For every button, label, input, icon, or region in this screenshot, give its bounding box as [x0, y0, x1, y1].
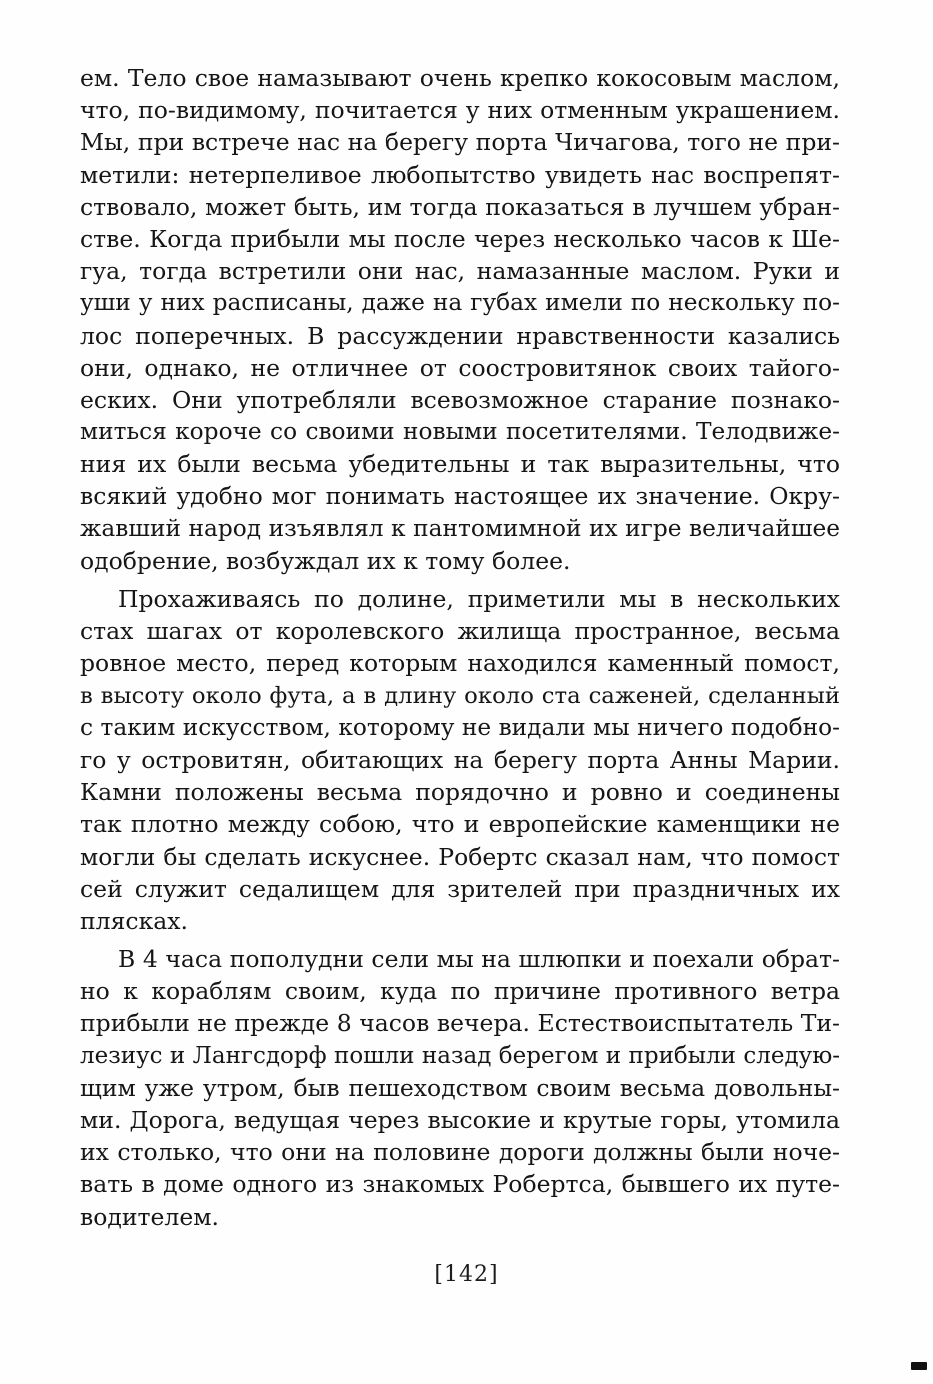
body-text [80, 62, 840, 1233]
text-line: в высоту около фута, а в длину около ста саженей, сделанный [80, 682, 840, 709]
paragraph-3 [80, 943, 840, 1233]
text-line: они, однако, не отличнее от соостровитянок своих тайого- [80, 353, 840, 382]
text-line: ровное место, перед которым находился каменный помост, [80, 649, 840, 678]
text-line: стах шагах от королевского жилища пространное, весьма [80, 617, 840, 646]
text-line: уши у них расписаны, даже на губах имели по нескольку по- [80, 289, 840, 317]
text-line: миться короче со своими новыми посетителями. Телодвиже- [80, 418, 840, 446]
text-line: ми. Дорога, ведущая через высокие и крутые горы, утомила [80, 1106, 840, 1134]
text-line: го у островитян, обитающих на берегу порта Анны Марии. [80, 745, 840, 774]
text-line: жавший народ изъявлял к пантомимной их игре величайшее [80, 514, 840, 542]
text-line: метили: нетерпеливое любопытство увидеть нас воспрепят- [80, 160, 840, 189]
paragraph-1 [80, 62, 840, 577]
text-line: плясках. [80, 906, 188, 935]
text-line: ния их были весьма убедительны и так выразительны, что [80, 450, 840, 479]
text-line: лезиус и Лангсдорф пошли назад берегом и прибыли следую- [80, 1042, 840, 1069]
text-line: всякий удобно мог понимать настоящее их значение. Окру- [80, 482, 840, 511]
text-line: Камни положены весьма порядочно и ровно и соединены [80, 778, 840, 807]
text-line: Прохаживаясь по долине, приметили мы в нескольких [118, 585, 840, 613]
text-line: водителем. [80, 1202, 220, 1231]
page-number: [142] [434, 1262, 499, 1287]
text-line: так плотно между собою, что и европейские каменщики не [80, 810, 840, 839]
text-line: лос поперечных. В рассуждении нравственности казались [80, 321, 840, 350]
text-line: Мы, при встрече нас на берегу порта Чичагова, того не при- [80, 128, 840, 157]
text-line: вать в доме одного из знакомых Робертса, бывшего их путе- [80, 1170, 840, 1199]
text-line: но к кораблям своим, куда по причине противного ветра [80, 977, 840, 1006]
text-line: одобрение, возбуждал их к тому более. [80, 546, 571, 575]
text-line: ем. Тело свое намазывают очень крепко кокосовым маслом, [80, 64, 840, 92]
paragraph-2 [80, 583, 840, 937]
text-line: В 4 часа пополудни сели мы на шлюпки и поехали обрат- [118, 945, 840, 974]
text-line: их столько, что они на половине дороги должны были ноче- [80, 1138, 840, 1167]
text-line: сей служит седалищем для зрителей при праздничных их [80, 874, 840, 903]
text-line: прибыли не прежде 8 часов вечера. Естествоиспытатель Ти- [80, 1009, 840, 1038]
text-line: ствовало, может быть, им тогда показаться в лучшем убран- [80, 192, 840, 221]
text-line: еских. Они употребляли всевозможное старание познако- [80, 385, 840, 414]
text-line: что, по-видимому, почитается у них отменным украшением. [80, 96, 840, 125]
text-line: могли бы сделать искуснее. Робертс сказал нам, что помост [80, 842, 840, 871]
text-line: с таким искусством, которому не видали мы ничего подобно- [80, 713, 840, 741]
text-line: гуа, тогда встретили они нас, намазанные маслом. Руки и [80, 257, 840, 286]
text-line: щим уже утром, быв пешеходством своим весьма довольны- [80, 1073, 840, 1102]
text-line: стве. Когда прибыли мы после через несколько часов к Ше- [80, 224, 840, 253]
scan-edge-mark [911, 1362, 927, 1370]
